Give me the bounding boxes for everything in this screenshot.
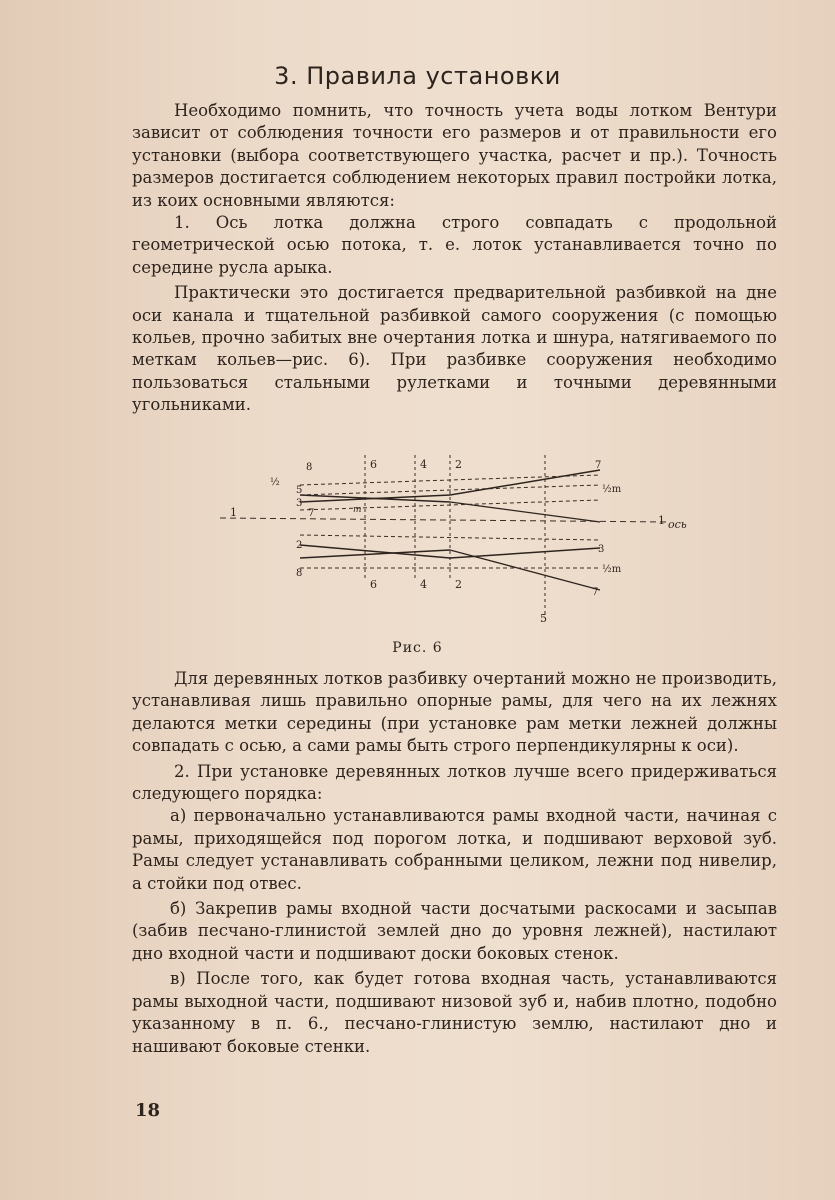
stake-label-top-6: 6 bbox=[370, 458, 377, 471]
figure-caption: Рис. 6 bbox=[392, 640, 443, 656]
stake-label-top-2: 2 bbox=[455, 458, 462, 471]
paragraph-step-b: б) Закрепив рамы входной части досчатыми раскосами и засыпав (забив песчано-глинистой землей дно до уровня лежней), настилают дно входной части и подшивают доски боковых стенок. bbox=[132, 899, 777, 963]
text-block-bottom bbox=[132, 668, 777, 1058]
left-label: 7 bbox=[308, 508, 315, 519]
outline-line bbox=[300, 475, 600, 485]
text-block-top bbox=[132, 100, 777, 417]
right-label: 7 bbox=[592, 587, 599, 598]
paragraph-step-a: а) первоначально устанавливаются рамы входной части, начиная с рамы, приходящейся под порогом лотка, и подшивают верховой зуб. Рамы следует устанавливать собранными целиком, лежни под нивелир, а стойки под отвес. bbox=[132, 806, 777, 893]
left-label: 2 bbox=[296, 540, 303, 551]
axis-label-left: 1 bbox=[230, 506, 237, 519]
axis-word-label: ось bbox=[668, 518, 687, 531]
center-label: m bbox=[353, 505, 362, 515]
axis-label-right: 1 bbox=[658, 514, 665, 527]
stake-label-top-4: 4 bbox=[420, 458, 427, 471]
paragraph-practice: Практически это достигается предварительной разбивкой на дне оси канала и тщательной разбивкой самого сооружения (с помощью кольев, прочно забитых вне очертания лотка и шнура, натягиваемого по меткам кольев—рис. 6). При разбивке сооружения необходимо пользоваться стальными рулетками и точными деревянными угольниками. bbox=[132, 283, 777, 415]
paragraph-rule-2: 2. При установке деревянных лотков лучше всего придерживаться следующего порядка: bbox=[132, 761, 777, 804]
stake-label-bottom-4: 4 bbox=[420, 578, 427, 591]
figure-6-staking-diagram bbox=[220, 440, 700, 630]
outline-line bbox=[450, 502, 600, 522]
right-label: ½m bbox=[602, 564, 622, 575]
right-label: 7 bbox=[595, 460, 602, 471]
outline-line bbox=[450, 470, 600, 495]
left-label: 8 bbox=[306, 462, 313, 473]
axis-line bbox=[220, 518, 670, 522]
left-label: 8 bbox=[296, 568, 303, 579]
right-label: ½m bbox=[602, 484, 622, 495]
paragraph-step-c: в) После того, как будет готова входная часть, устанавливаются рамы выходной части, подшивают низовой зуб и, набив плотно, подобно указанному в п. 6., песчано-глинистую землю, настилают дно и нашивают боковые стенки. bbox=[132, 969, 777, 1056]
paragraph-rule-1: 1. Ось лотка должна строго совпадать с продольной геометрической осью потока, т. е. лоток устанавливается точно по середине русла арыка. bbox=[132, 213, 777, 277]
stake-label-bottom-2: 2 bbox=[455, 578, 462, 591]
page-number: 18 bbox=[135, 1100, 161, 1121]
stake-label-bottom-6: 6 bbox=[370, 578, 377, 591]
left-label: 5 bbox=[296, 485, 303, 496]
stake-label-bottom-5: 5 bbox=[540, 612, 547, 625]
outline-line bbox=[450, 550, 600, 590]
left-label: ½ bbox=[270, 477, 280, 488]
paragraph-intro: Необходимо помнить, что точность учета воды лотком Вентури зависит от соблюдения точности его размеров и от правильности его установки (выбора соответствующего участка, расчет и пр.). Точность размеров достигается соблюдением некоторых правил постройки лотка, из коих основными являются: bbox=[132, 101, 777, 210]
right-label: 3 bbox=[598, 544, 605, 555]
section-heading: 3. Правила установки bbox=[274, 62, 561, 90]
left-label: 3 bbox=[296, 498, 303, 509]
paragraph-wooden-trays: Для деревянных лотков разбивку очертаний можно не производить, устанавливая лишь правильно опорные рамы, для чего на их лежнях делаются метки середины (при установке рам метки лежней должны совпадать с осью, а сами рамы быть строго перпендикулярны к оси). bbox=[132, 669, 777, 756]
